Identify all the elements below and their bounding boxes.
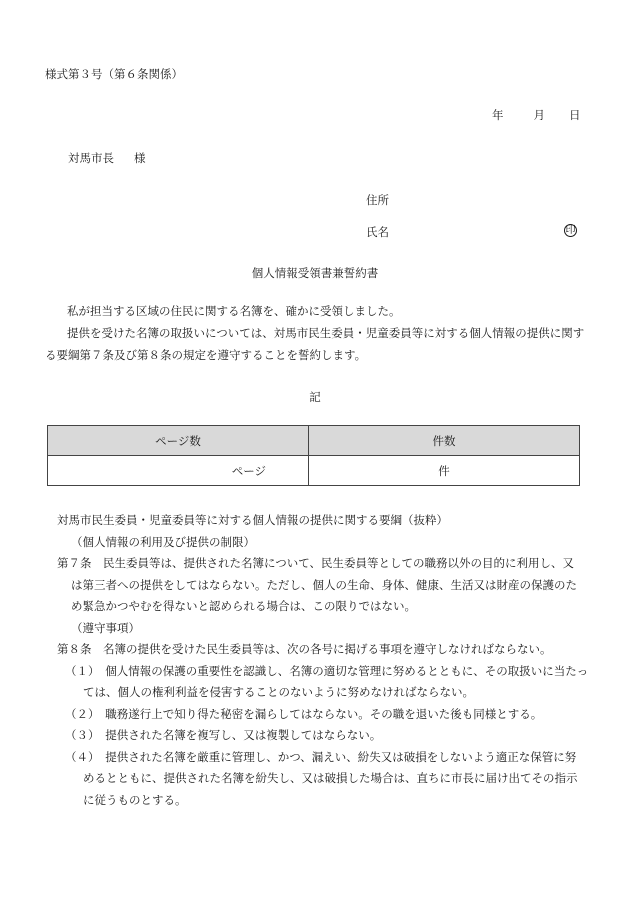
- body-paragraph-1: 私が担当する区域の住民に関する名簿を、確かに受領しました。: [67, 304, 401, 318]
- seal-icon: 印: [565, 225, 576, 236]
- date-day: 日: [569, 108, 581, 122]
- page-count-header: ページ数: [48, 426, 309, 456]
- regulation-excerpt: [57, 510, 590, 811]
- article-7-line-3: め緊急かつやむを得ないと認められる場合は、この限りではない。: [71, 599, 416, 613]
- count-table: [47, 425, 580, 486]
- name-label: 氏名: [366, 225, 389, 239]
- date-month: 月: [533, 108, 545, 122]
- address-label: 住所: [366, 193, 389, 207]
- article-8-caption: （遵守事項）: [71, 620, 140, 635]
- article-8-line: 第８条 名簿の提供を受けた民生委員等は、次の各号に掲げる事項を遵守しなければならない。: [57, 642, 552, 656]
- article-7-line-1: 第７条 民生委員等は、提供された名簿について、民生委員等としての職務以外の目的に利用し、又: [57, 556, 575, 570]
- body-paragraph-2: 提供を受けた名簿の取扱いについては、対馬市民生委員・児童委員等に対する個人情報の提供に関する要綱第７条及び第８条の規定を遵守することを誓約します。: [45, 326, 585, 362]
- table-header-row: [48, 426, 580, 456]
- addressee-name: 対馬市長: [68, 151, 114, 165]
- form-number: 様式第３号（第６条関係）: [45, 67, 183, 81]
- addressee-suffix: 様: [134, 151, 146, 165]
- item-count-header: 件数: [309, 426, 580, 456]
- item-3-line: （３） 提供された名簿を複写し、又は複製してはならない。: [65, 728, 382, 742]
- page-count-cell: ページ: [48, 456, 309, 486]
- table-row: [48, 456, 580, 486]
- addressee: [68, 150, 146, 166]
- item-4-line-2: めるとともに、提供された名簿を紛失し、又は破損した場合は、直ちに市長に届け出てその指示: [83, 771, 578, 785]
- item-2-line: （２） 職務遂行上で知り得た秘密を漏らしてはならない。その職を退いた後も同様とする。: [65, 706, 543, 721]
- item-4-line-1: （４） 提供された名簿を厳重に管理し、かつ、漏えい、紛失又は破損をしないよう適正な保管に努: [65, 749, 577, 764]
- item-1-line-1: （１） 個人情報の保護の重要性を認識し、名簿の適切な管理に努めるとともに、その取扱いに当たっ: [65, 663, 589, 678]
- date-year: 年: [492, 108, 504, 122]
- item-count-cell: 件: [309, 456, 580, 486]
- article-7-line-2: は第三者への提供をしてはならない。ただし、個人の生命、身体、健康、生活又は財産の保護のた: [71, 577, 577, 592]
- item-4-line-3: に従うものとする。: [83, 792, 187, 807]
- article-7-caption: （個人情報の利用及び提供の制限）: [71, 534, 255, 549]
- item-1-line-2: ては、個人の権利利益を侵害することのないように努めなければならない。: [83, 685, 474, 699]
- date-line: [492, 107, 581, 123]
- excerpt-heading: 対馬市民生委員・児童委員等に対する個人情報の提供に関する要綱（抜粋）: [57, 513, 448, 527]
- document-title: 個人情報受領書兼誓約書: [251, 266, 379, 280]
- ki-heading: 記: [309, 390, 321, 404]
